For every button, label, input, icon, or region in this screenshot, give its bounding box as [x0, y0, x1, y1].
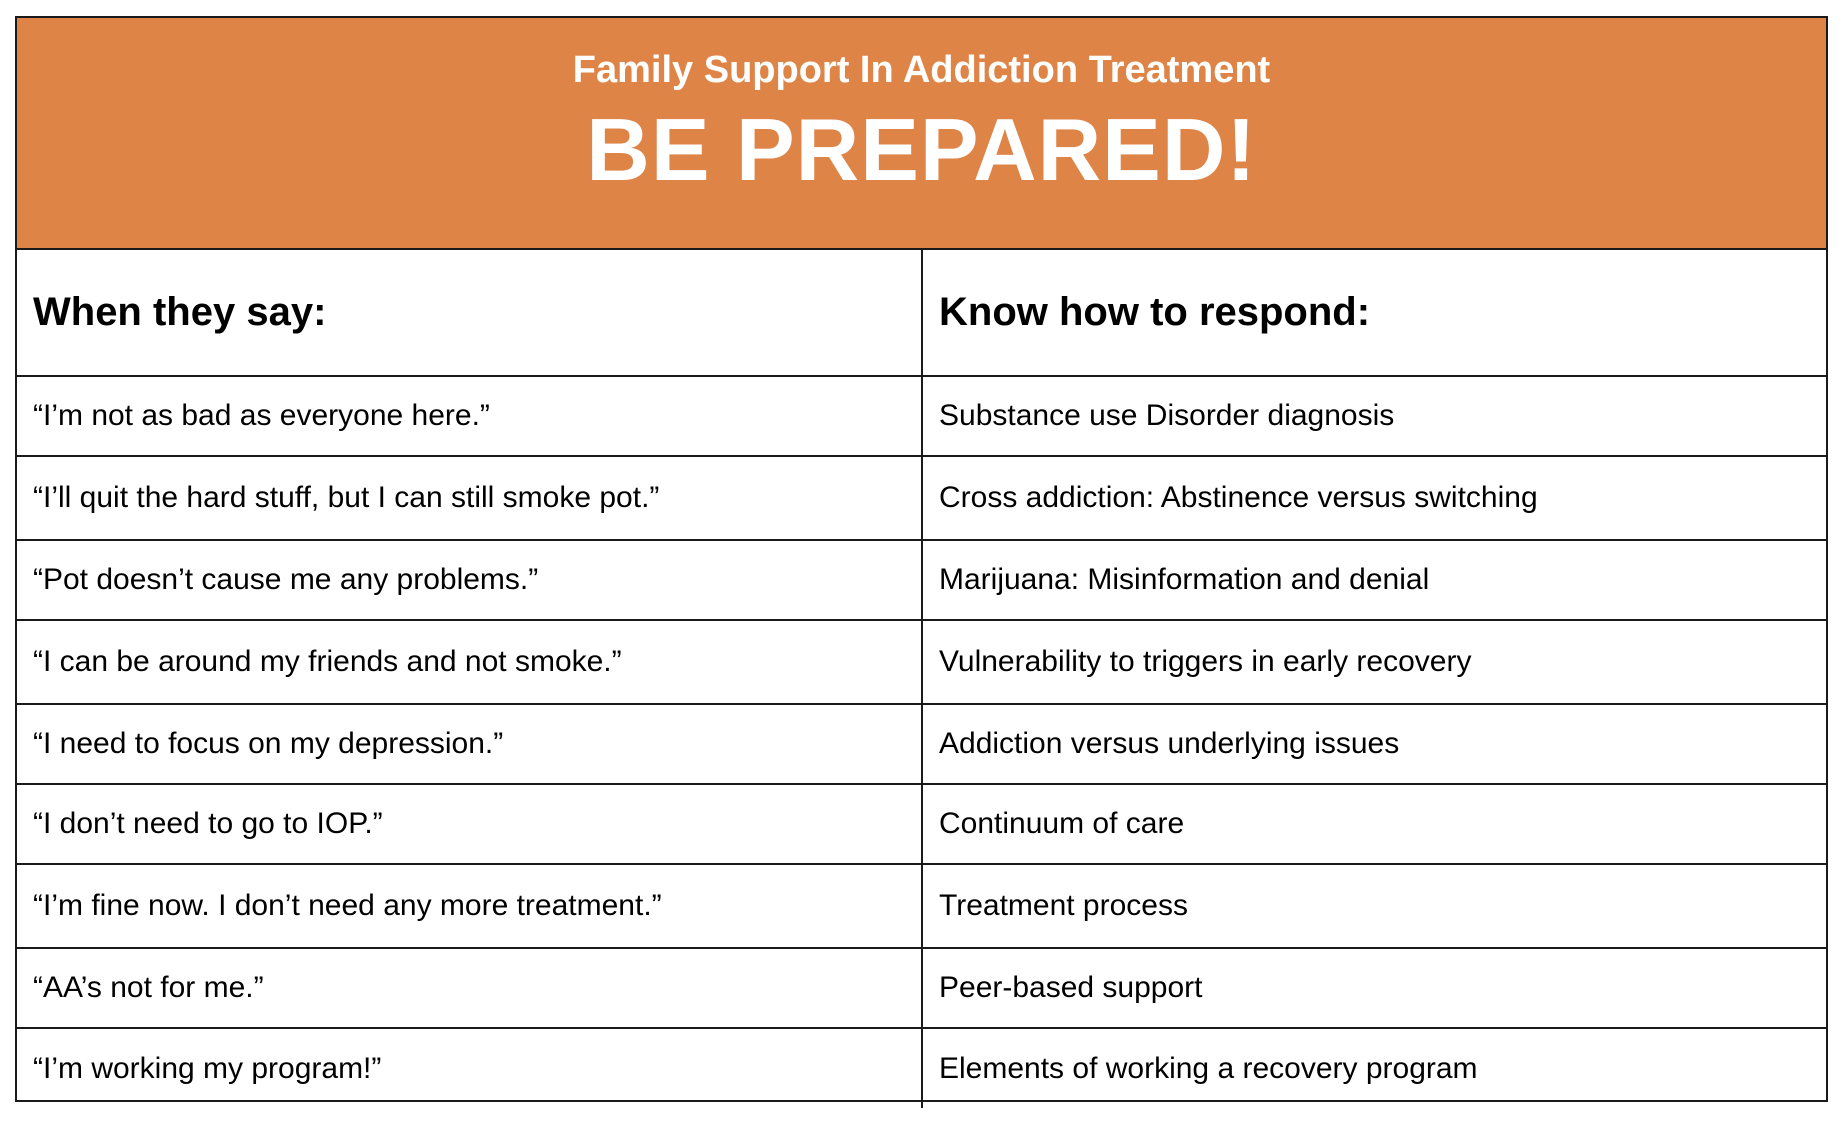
statement-cell: “I don’t need to go to IOP.”: [17, 784, 922, 864]
response-cell: Addiction versus underlying issues: [922, 704, 1826, 784]
response-cell: Peer-based support: [922, 948, 1826, 1028]
statement-cell: “I’m not as bad as everyone here.”: [17, 376, 922, 456]
statement-cell: “I’m fine now. I don’t need any more treatment.”: [17, 864, 922, 948]
statement-cell: “Pot doesn’t cause me any problems.”: [17, 540, 922, 620]
statement-cell: “I can be around my friends and not smoke.”: [17, 620, 922, 704]
response-cell: Substance use Disorder diagnosis: [922, 376, 1826, 456]
table-row: [17, 784, 1826, 864]
column-header-when-they-say: When they say:: [17, 250, 922, 376]
response-cell: Continuum of care: [922, 784, 1826, 864]
statement-cell: “I need to focus on my depression.”: [17, 704, 922, 784]
column-header-know-how-to-respond: Know how to respond:: [922, 250, 1826, 376]
table-header-row: [17, 250, 1826, 376]
table-row: [17, 376, 1826, 456]
statement-cell: “I’ll quit the hard stuff, but I can still smoke pot.”: [17, 456, 922, 540]
table-row: [17, 948, 1826, 1028]
header-banner: [17, 18, 1826, 250]
statement-cell: “AA’s not for me.”: [17, 948, 922, 1028]
response-cell: Marijuana: Misinformation and denial: [922, 540, 1826, 620]
table-row: [17, 864, 1826, 948]
response-cell: Elements of working a recovery program: [939, 1051, 1478, 1085]
banner-title: BE PREPARED!: [586, 99, 1257, 199]
response-cell: Treatment process: [922, 864, 1826, 948]
response-cell: Cross addiction: Abstinence versus switching: [922, 456, 1826, 540]
banner-subtitle: Family Support In Addiction Treatment: [572, 49, 1271, 91]
response-table: [17, 250, 1826, 1108]
table-row: [17, 1028, 1826, 1108]
table-row: [17, 704, 1826, 784]
table-row: [17, 620, 1826, 704]
response-cell: Vulnerability to triggers in early recovery: [922, 620, 1826, 704]
info-sheet: [15, 16, 1828, 1102]
statement-cell: “I’m working my program!”: [17, 1028, 922, 1108]
table-row: [17, 540, 1826, 620]
table-row: [17, 456, 1826, 540]
